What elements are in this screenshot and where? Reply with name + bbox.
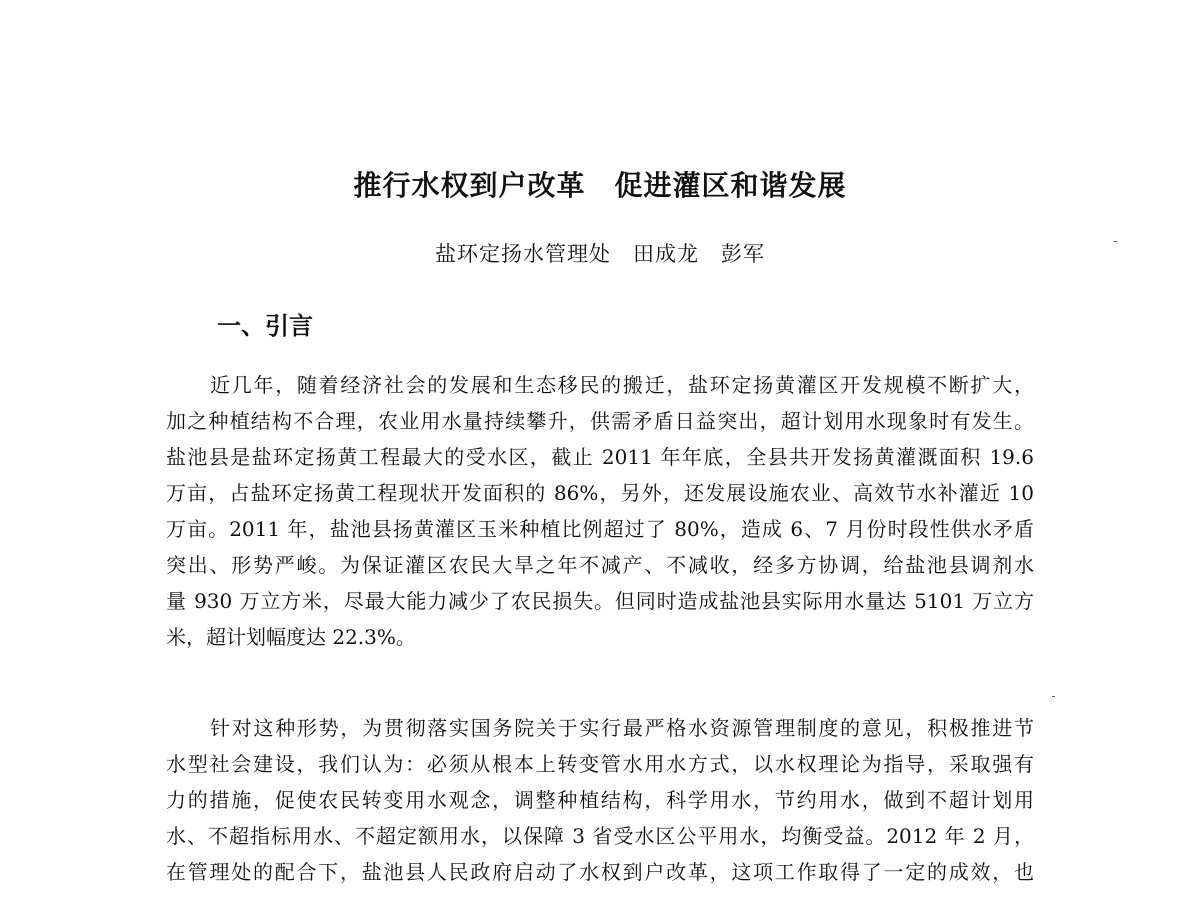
scan-speck	[1114, 241, 1117, 242]
paragraph-line: 米，超计划幅度达 22.3%。	[166, 625, 416, 649]
paragraph-line: 量 930 万立方米，尽最大能力减少了农民损失。但同时造成盐池县实际用水量达 5101 万立方	[166, 589, 1034, 613]
author-byline: 盐环定扬水管理处 田成龙 彭军	[435, 242, 765, 266]
paragraph-1	[166, 367, 1034, 655]
paragraph-line: 盐池县是盐环定扬黄工程最大的受水区，截止 2011 年年底，全县共开发扬黄灌溉面积 19.6	[166, 445, 1034, 469]
paragraph-line: 在管理处的配合下，盐池县人民政府启动了水权到户改革，这项工作取得了一定的成效，也	[166, 860, 1034, 884]
paragraph-line: 万亩，占盐环定扬黄工程现状开发面积的 86%，另外，还发展设施农业、高效节水补灌近 10	[166, 481, 1034, 505]
scan-speck	[1052, 696, 1055, 697]
paragraph-line: 加之种植结构不合理，农业用水量持续攀升，供需矛盾日益突出，超计划用水现象时有发生。	[166, 409, 1034, 433]
paragraph-line: 水、不超指标用水、不超定额用水，以保障 3 省受水区公平用水，均衡受益。2012 年 2 月，	[166, 824, 1034, 848]
paragraph-line: 针对这种形势，为贯彻落实国务院关于实行最严格水资源管理制度的意见，积极推进节	[210, 716, 1034, 740]
paragraph-line: 万亩。2011 年，盐池县扬黄灌区玉米种植比例超过了 80%，造成 6、7 月份时段性供水矛盾	[166, 517, 1034, 541]
paragraph-line: 水型社会建设，我们认为：必须从根本上转变管水用水方式，以水权理论为指导，采取强有	[166, 752, 1034, 776]
paragraph-line: 力的措施，促使农民转变用水观念，调整种植结构，科学用水，节约用水，做到不超计划用	[166, 788, 1034, 812]
section-heading: 一、引言	[217, 312, 313, 340]
paragraph-2	[166, 710, 1034, 890]
paragraph-line: 突出、形势严峻。为保证灌区农民大旱之年不减产、不减收，经多方协调，给盐池县调剂水	[166, 553, 1034, 577]
paragraph-line: 近几年，随着经济社会的发展和生态移民的搬迁，盐环定扬黄灌区开发规模不断扩大，	[210, 373, 1034, 397]
document-title: 推行水权到户改革 促进灌区和谐发展	[353, 169, 847, 202]
